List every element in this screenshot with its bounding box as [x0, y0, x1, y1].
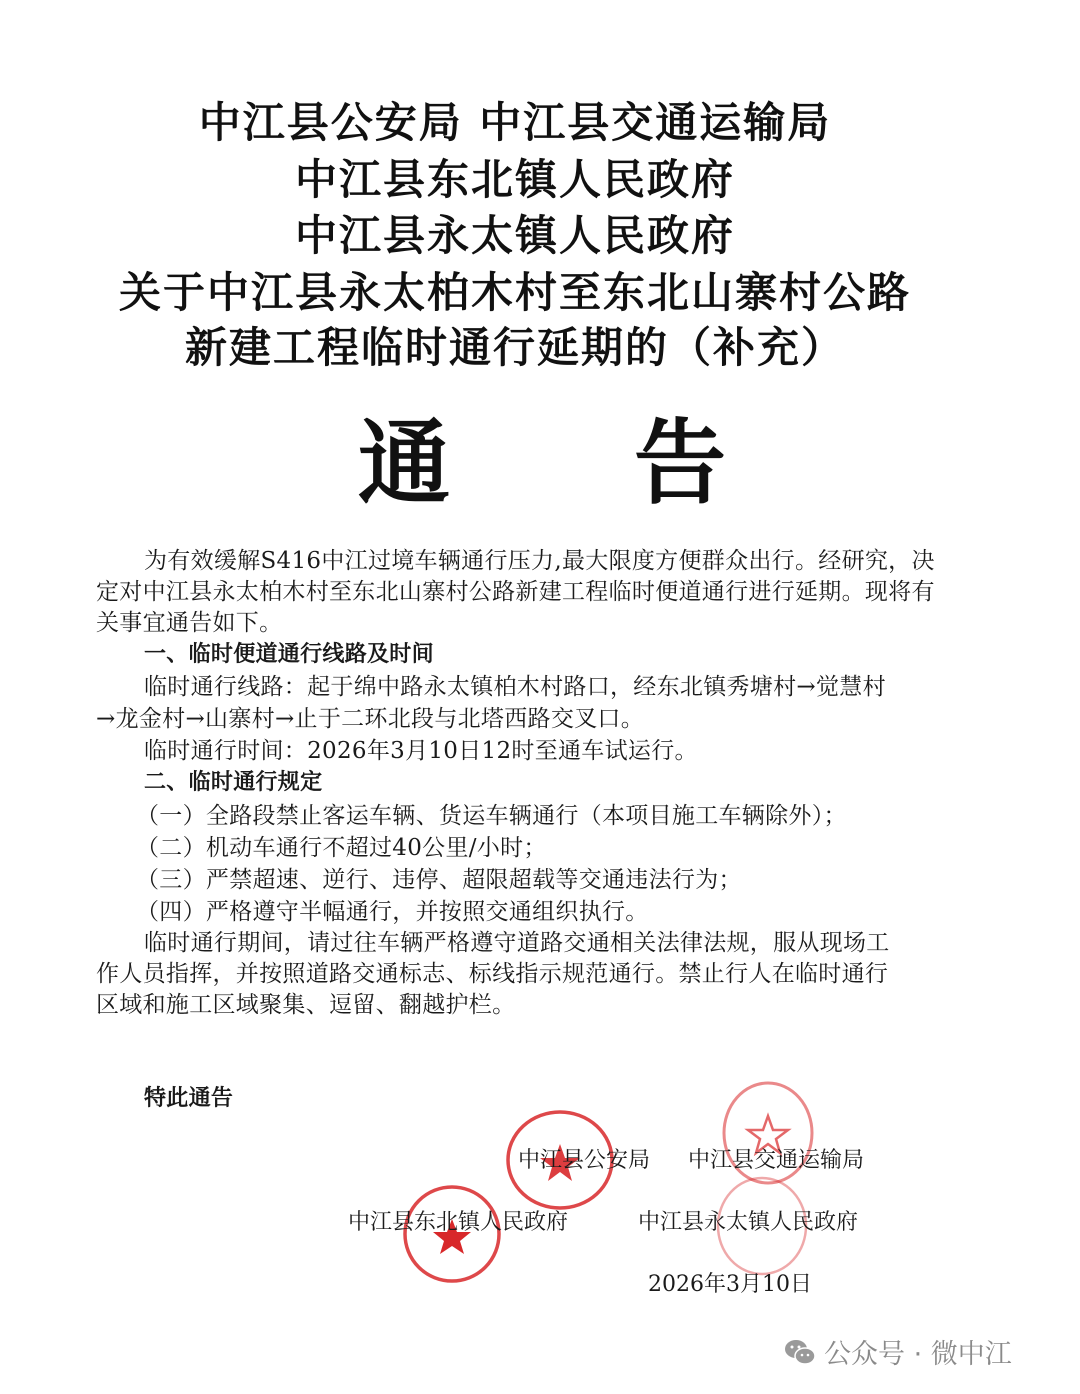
route-line: 临时通行线路：起于绵中路永太镇柏木村路口，经东北镇秀塘村→觉慧村 — [144, 674, 886, 700]
intro-line: 为有效缓解S416中江过境车辆通行压力,最大限度方便群众出行。经研究，决 — [144, 548, 935, 574]
notice-end: 特此通告 — [144, 1086, 234, 1111]
doc-type-title: 通 告 — [358, 410, 727, 517]
signature-date: 2026年3月10日 — [648, 1272, 812, 1297]
issuers-line-2: 中江县东北镇人民政府 — [294, 155, 735, 204]
signature-yongtai: 中江县永太镇人民政府 — [638, 1210, 859, 1235]
rule-item: （四）严格遵守半幅通行，并按照交通组织执行。 — [136, 899, 649, 925]
time-line: 临时通行时间：2026年3月10日12时至通车试运行。 — [144, 738, 698, 764]
section-heading-1: 一、临时便道通行线路及时间 — [144, 642, 434, 667]
signature-police: 中江县公安局 — [518, 1148, 651, 1173]
section-heading-2: 二、临时通行规定 — [144, 770, 323, 795]
signature-dongbei: 中江县东北镇人民政府 — [348, 1210, 569, 1235]
wechat-icon — [784, 1338, 816, 1366]
rule-item: （一）全路段禁止客运车辆、货运车辆通行（本项目施工车辆除外）； — [136, 803, 847, 829]
watermark — [784, 1332, 1012, 1371]
intro-line: 关事宜通告如下。 — [96, 610, 283, 636]
closing-line: 作人员指挥，并按照道路交通标志、标线指示规范通行。禁止行人在临时通行 — [96, 961, 889, 987]
issuers-line-1: 中江县公安局 中江县交通运输局 — [198, 98, 832, 147]
subject-line-2: 新建工程临时通行延期的（补充） — [184, 323, 845, 372]
rule-item: （二）机动车通行不超过40公里/小时； — [136, 835, 547, 861]
route-line: →龙金村→山寨村→止于二环北段与北塔西路交叉口。 — [96, 706, 645, 732]
watermark-label: 公众号 · 微中江 — [824, 1339, 1012, 1370]
issuers-line-3: 中江县永太镇人民政府 — [294, 211, 735, 260]
rule-item: （三）严禁超速、逆行、违停、超限超载等交通违法行为； — [136, 867, 742, 893]
closing-line: 临时通行期间，请过往车辆严格遵守道路交通相关法律法规，服从现场工 — [144, 930, 890, 956]
intro-line: 定对中江县永太柏木村至东北山寨村公路新建工程临时便道通行进行延期。现将有 — [96, 579, 935, 605]
closing-line: 区域和施工区域聚集、逗留、翻越护栏。 — [96, 992, 516, 1018]
signature-transport: 中江县交通运输局 — [688, 1148, 865, 1173]
subject-line-1: 关于中江县永太柏木村至东北山寨村公路 — [118, 268, 911, 317]
